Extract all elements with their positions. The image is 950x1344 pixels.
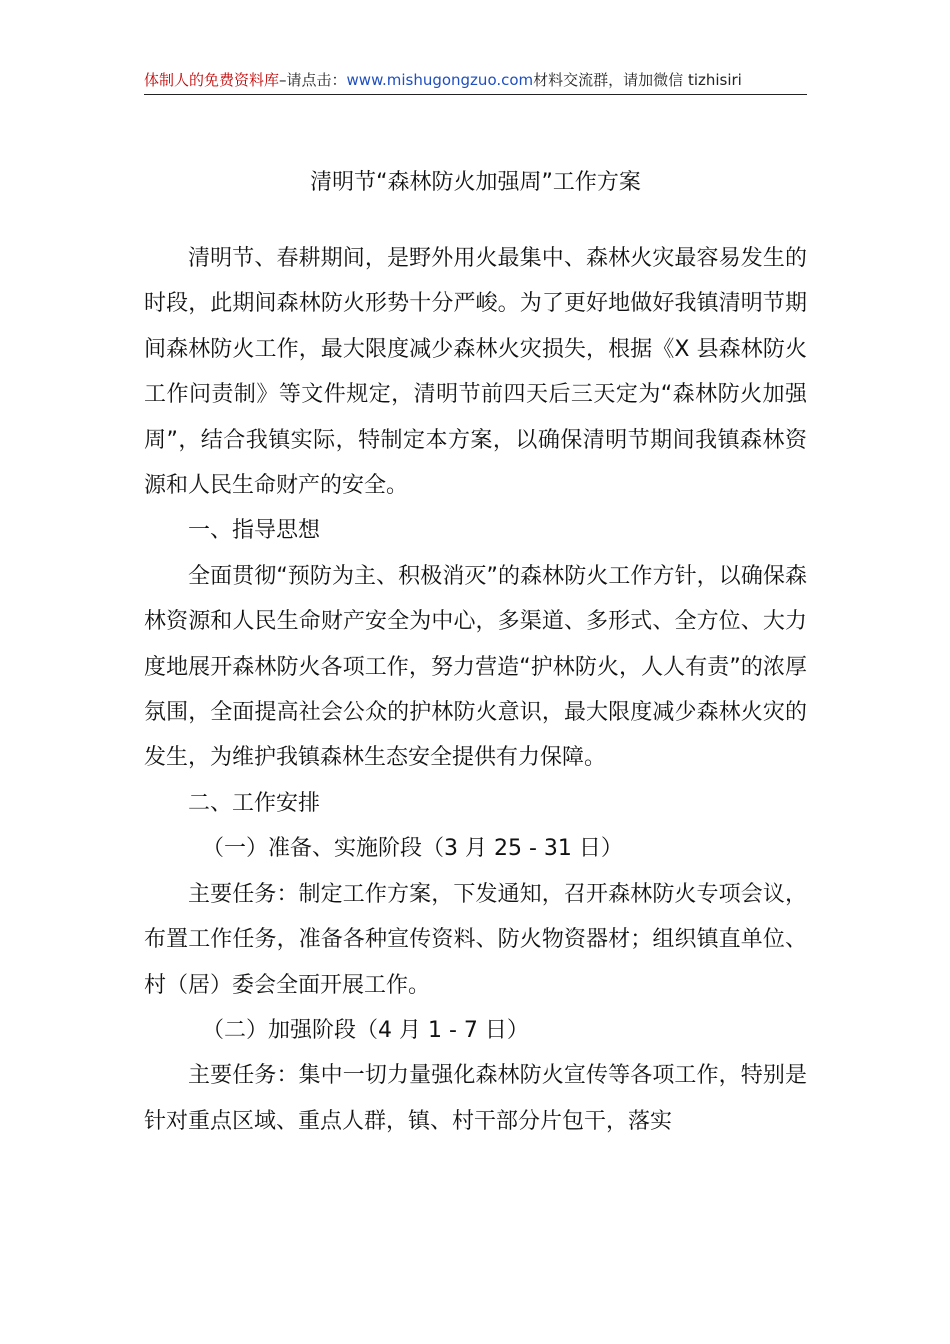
document-body [144,236,807,1144]
header-click-text: –请点击： [279,71,347,89]
guiding-ideology-paragraph: 全面贯彻“预防为主、积极消灭”的森林防火工作方针，以确保森林资源和人民生命财产安全为中心，多渠道、多形式、全方位、大力度地展开森林防火各项工作，努力营造“护林防火，人人有责”的浓厚氛围，全面提高社会公众的护林防火意识，最大限度减少森林火灾的发生，为维护我镇森林生态安全提供有力保障。 [144,563,807,771]
header-brand: 体制人的免费资料库 [144,71,280,89]
preparation-phase-tasks: 主要任务：制定工作方案，下发通知，召开森林防火专项会议，布置工作任务，准备各种宣传资料、防火物资器材；组织镇直单位、村（居）委会全面开展工作。 [144,881,807,998]
section-heading-work-arrangement: 二、工作安排 [188,790,321,816]
header-url-link[interactable]: www.mishugongzuo.com [346,71,534,89]
section-heading-guiding-ideology: 一、指导思想 [188,518,321,544]
subsection-heading-preparation-phase: （一）准备、实施阶段（3 月 25 - 31 日） [202,836,623,862]
strengthening-phase-tasks: 主要任务：集中一切力量强化森林防火宣传等各项工作，特别是针对重点区域、重点人群，镇、村干部分片包干，落实 [144,1063,807,1134]
intro-paragraph: 清明节、春耕期间，是野外用火最集中、森林火灾最容易发生的时段，此期间森林防火形势十分严峻。为了更好地做好我镇清明节期间森林防火工作，最大限度减少森林火灾损失，根据《X 县森林防火工作问责制》等文件规定，清明节前四天后三天定为“森林防火加强周”，结合我镇实际，特制定本方案，以确保清明节期间我镇森林资源和人民生命财产的安全。 [144,246,807,499]
document-title: 清明节“森林防火加强周”工作方案 [310,170,641,195]
page-header [144,68,807,95]
subsection-heading-strengthening-phase: （二）加强阶段（4 月 1 - 7 日） [202,1017,529,1043]
header-wechat-note: 材料交流群，请加微信 tizhisiri [533,71,742,89]
